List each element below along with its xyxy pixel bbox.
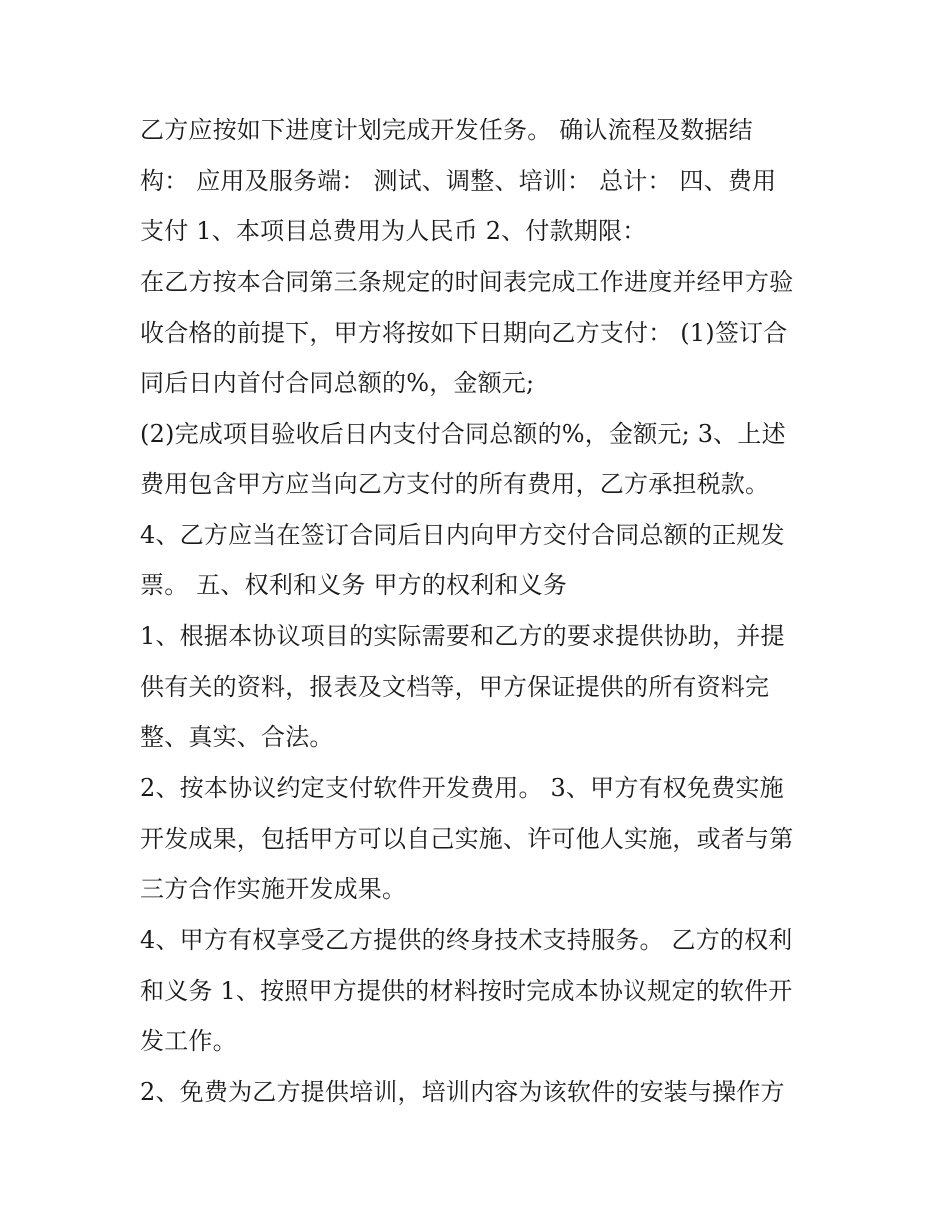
text-line: 2、免费为乙方提供培训，培训内容为该软件的安装与操作方 <box>140 1078 785 1106</box>
text-line: 构： 应用及服务端： 测试、调整、培训： 总计： 四、费用 <box>140 167 777 195</box>
text-line: 支付 1、本项目总费用为人民币 2、付款期限： <box>140 217 647 245</box>
text-line: 同后日内首付合同总额的%，金额元; <box>140 369 535 397</box>
text-line: 乙方应按如下进度计划完成开发任务。 确认流程及数据结 <box>140 116 753 144</box>
text-line: 收合格的前提下，甲方将按如下日期向乙方支付： (1)签订合 <box>140 319 788 347</box>
text-line: 票。 五、权利和义务 甲方的权利和义务 <box>140 571 568 599</box>
text-line: 在乙方按本合同第三条规定的时间表完成工作进度并经甲方验 <box>140 268 794 296</box>
text-line: 三方合作实施开发成果。 <box>140 875 407 903</box>
text-line: 开发成果，包括甲方可以自己实施、许可他人实施，或者与第 <box>140 825 794 853</box>
text-line: 发工作。 <box>140 1027 237 1055</box>
text-line: 整、真实、合法。 <box>140 723 334 751</box>
text-line: 和义务 1、按照甲方提供的材料按时完成本协议规定的软件开 <box>140 977 793 1005</box>
text-line: 4、乙方应当在签订合同后日内向甲方交付合同总额的正规发 <box>140 521 785 549</box>
text-line: 2、按本协议约定支付软件开发费用。 3、甲方有权免费实施 <box>140 774 784 802</box>
text-line: 费用包含甲方应当向乙方支付的所有费用，乙方承担税款。 <box>140 470 770 498</box>
text-line: 1、根据本协议项目的实际需要和乙方的要求提供协助，并提 <box>140 622 785 650</box>
text-line: (2)完成项目验收后日内支付合同总额的%，金额元; 3、上述 <box>140 420 786 448</box>
text-line: 4、甲方有权享受乙方提供的终身技术支持服务。 乙方的权利 <box>140 926 793 954</box>
text-line: 供有关的资料，报表及文档等，甲方保证提供的所有资料完 <box>140 673 770 701</box>
